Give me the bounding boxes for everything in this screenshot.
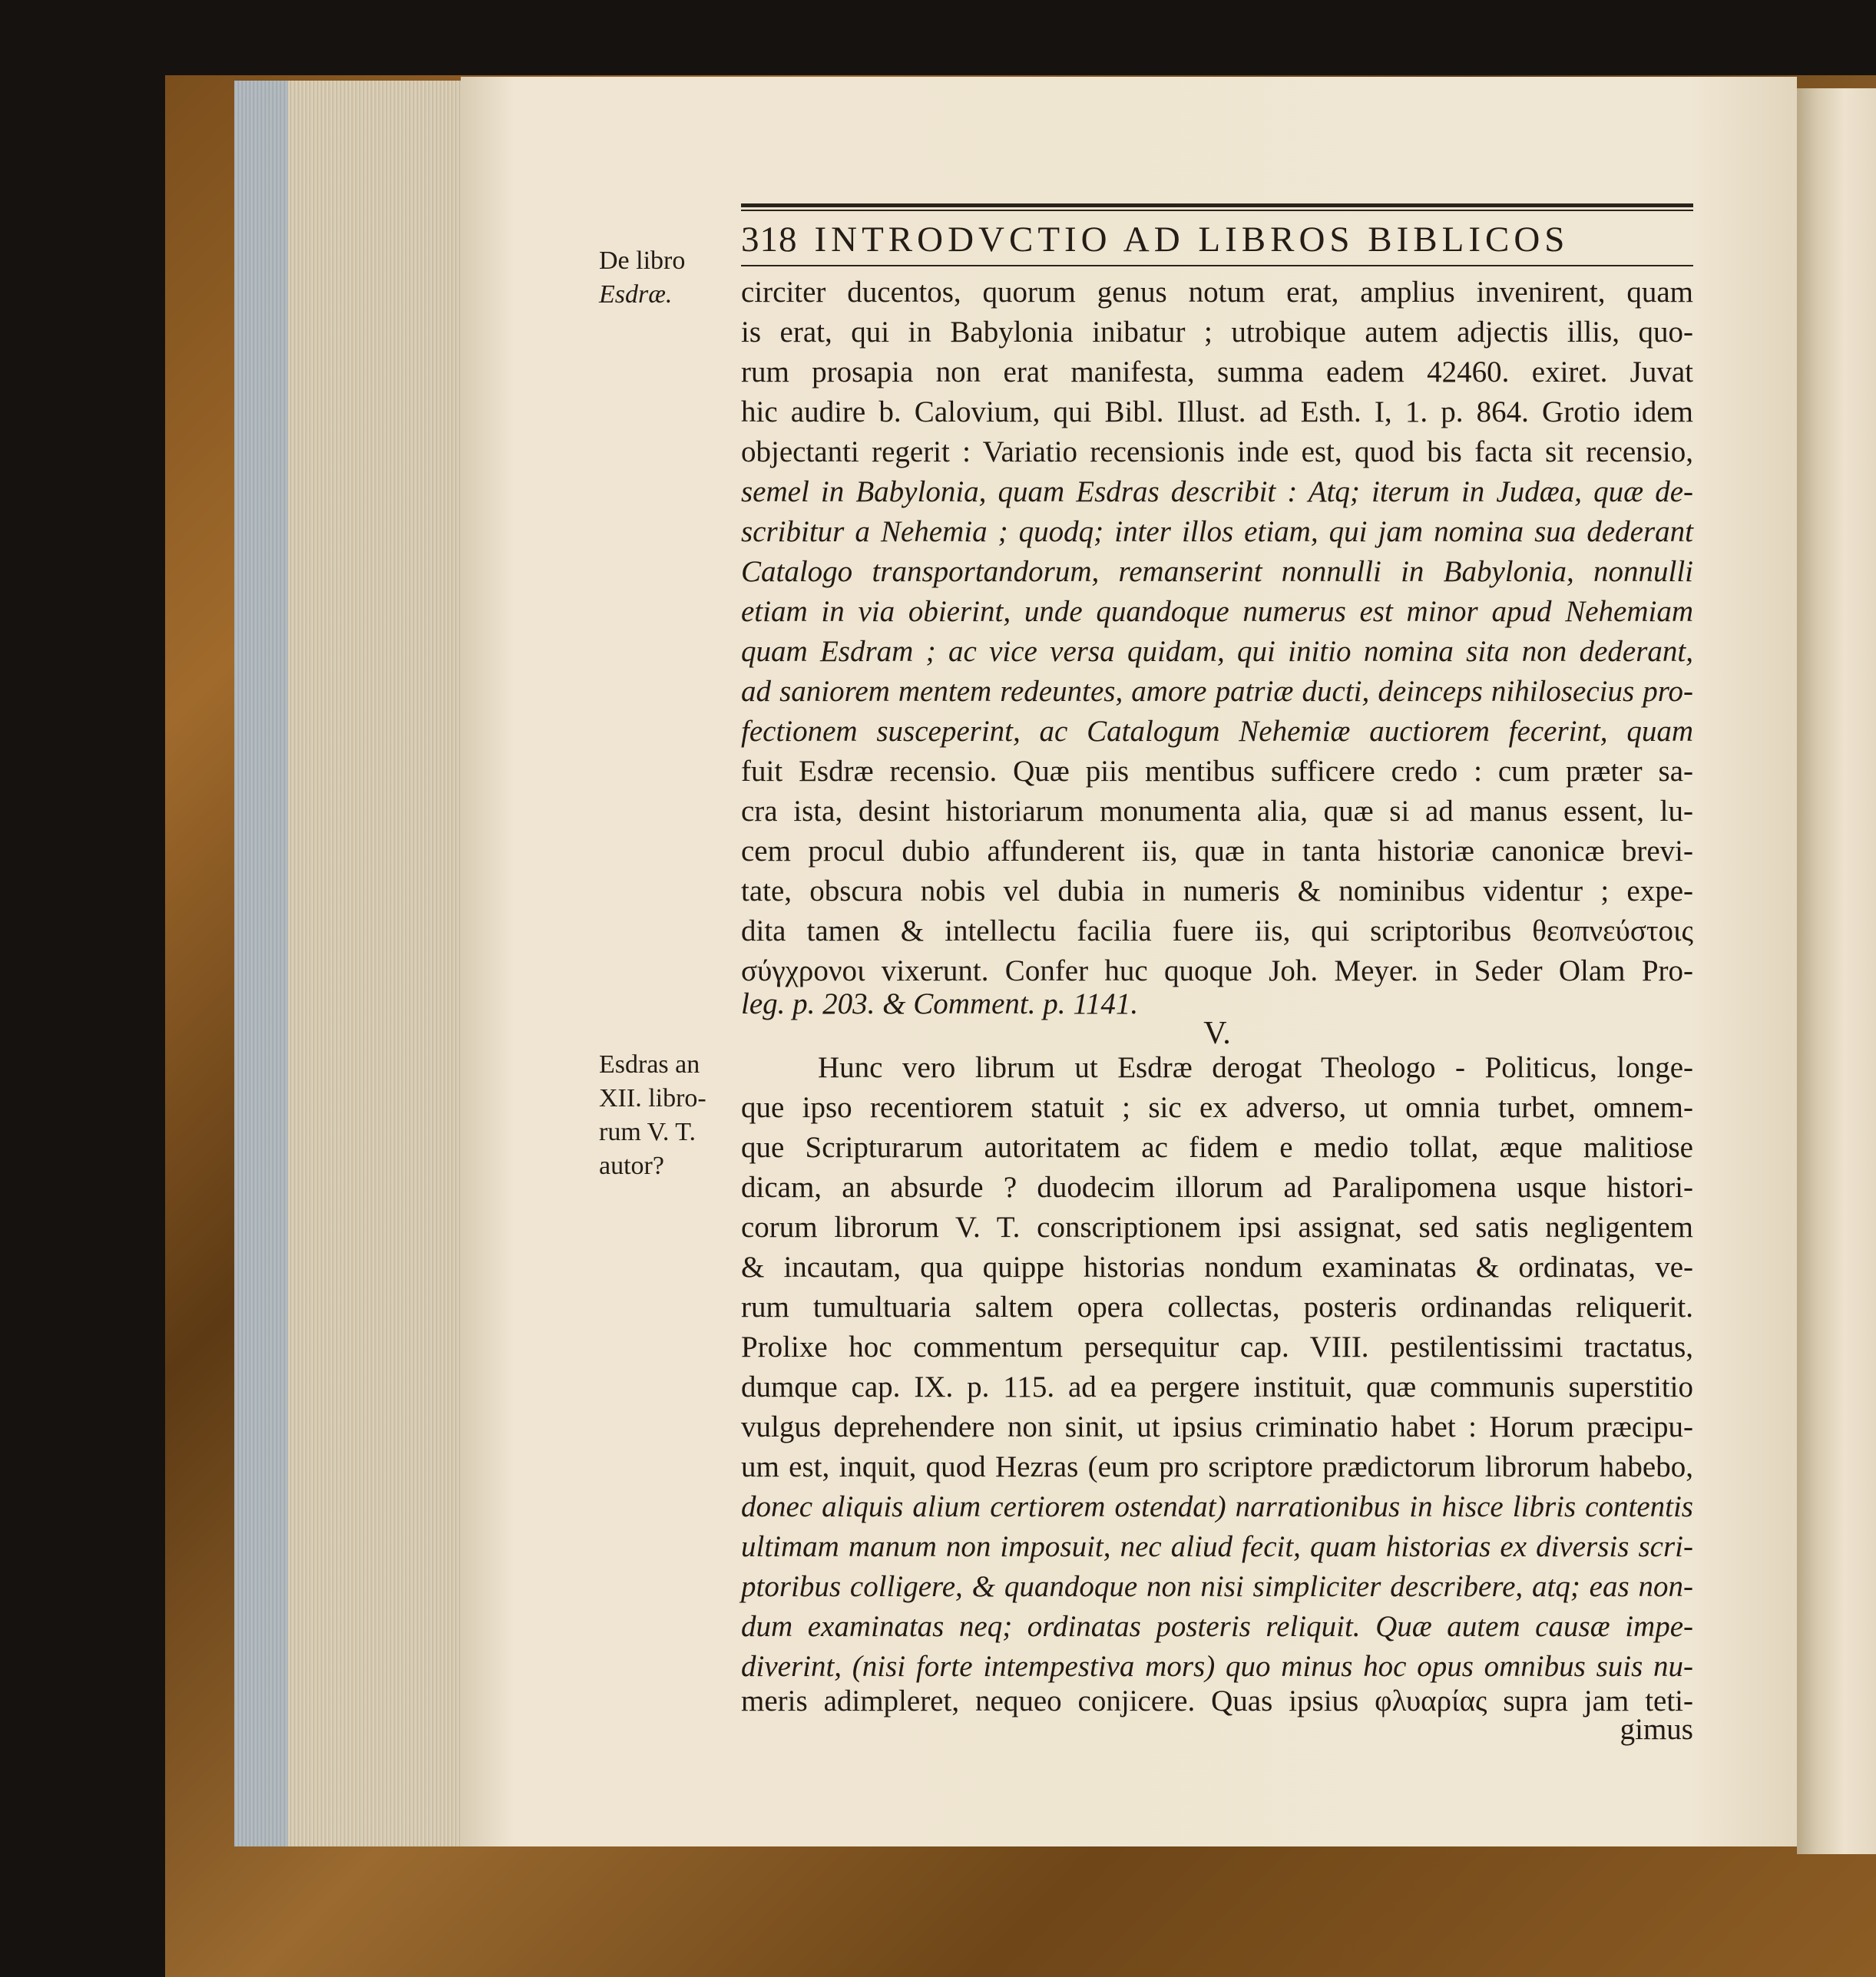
text-line: diverint, (nisi forte intempestiva mors) quo minus hoc opus omnibus suis nu- — [741, 1650, 1693, 1683]
text-line: que Scripturarum autoritatem ac fidem e medio tollat, æque malitiose — [741, 1131, 1693, 1164]
marginal-note-2 — [599, 1048, 706, 1183]
text-line: rum tumultuaria saltem opera collectas, posteris ordinandas reliquerit. — [741, 1291, 1693, 1324]
text-line: dita tamen & intellectu facilia fuere iis, qui scriptoribus θεοπνεύστοις — [741, 914, 1693, 947]
text-line: um est, inquit, quod Hezras (eum pro scriptore prædictorum librorum habebo, — [741, 1450, 1693, 1483]
page-number: 318 — [741, 220, 798, 260]
header-rule-thin — [741, 210, 1693, 211]
text-line: dumque cap. IX. p. 115. ad ea pergere instituit, quæ communis superstitio — [741, 1370, 1693, 1403]
text-line: ultimam manum non imposuit, nec aliud fecit, quam historias ex diversis scri- — [741, 1530, 1693, 1563]
text-line: corum librorum V. T. conscriptionem ipsi assignat, sed satis negligentem — [741, 1211, 1693, 1244]
text-line: fectionem susceperint, ac Catalogum Nehemiæ auctiorem fecerint, quam — [741, 715, 1693, 748]
text-line: leg. p. 203. & Comment. p. 1141. — [741, 987, 1139, 1020]
marginal-line: autor? — [599, 1152, 664, 1180]
sprinkled-edge — [234, 81, 288, 1846]
text-line: fuit Esdræ recensio. Quæ piis mentibus sufficere credo : cum præter sa- — [741, 755, 1693, 788]
text-line: Hunc vero librum ut Esdræ derogat Theologo - Politicus, longe- — [818, 1051, 1693, 1084]
text-line: scribitur a Nehemia ; quodq; inter illos etiam, qui jam nomina sua dederant — [741, 515, 1693, 548]
marginal-line: Esdras an — [599, 1050, 700, 1079]
facing-page-edge — [1797, 88, 1876, 1854]
running-title: INTRODVCTIO AD LIBROS BIBLICOS — [814, 220, 1570, 260]
text-line: ptoribus colligere, & quandoque non nisi simpliciter describere, atq; eas non- — [741, 1570, 1693, 1603]
marginal-line: De libro — [599, 246, 686, 275]
section-number: V. — [1203, 1016, 1231, 1051]
text-line: dum examinatas neq; ordinatas posteris reliquit. Quæ autem causæ impe- — [741, 1610, 1693, 1643]
header-rule-bottom — [741, 265, 1693, 266]
text-line: hic audire b. Calovium, qui Bibl. Illust. ad Esth. I, 1. p. 864. Grotio idem — [741, 395, 1693, 428]
text-line: donec aliquis alium certiorem ostendat) narrationibus in hisce libris contentis — [741, 1490, 1693, 1523]
text-line: & incautam, qua quippe historias nondum examinatas & ordinatas, ve- — [741, 1251, 1693, 1284]
marginal-line: rum V. T. — [599, 1118, 696, 1146]
marginal-line: XII. libro- — [599, 1084, 706, 1112]
text-line: que ipso recentiorem statuit ; sic ex adverso, ut omnia turbet, omnem- — [741, 1091, 1693, 1124]
text-line: σύγχρονοι vixerunt. Confer huc quoque Joh. Meyer. in Seder Olam Pro- — [741, 954, 1693, 987]
text-line: quam Esdram ; ac vice versa quidam, qui initio nomina sita non dederant, — [741, 635, 1693, 668]
running-head — [741, 217, 1693, 263]
text-line: dicam, an absurde ? duodecim illorum ad Paralipomena usque histori- — [741, 1171, 1693, 1204]
text-line: tate, obscura nobis vel dubia in numeris & nominibus videntur ; expe- — [741, 874, 1693, 908]
text-line: is erat, qui in Babylonia inibatur ; utrobique autem adjectis illis, quo- — [741, 316, 1693, 349]
marginal-line: Esdræ. — [599, 280, 673, 309]
header-rule — [741, 203, 1693, 207]
text-line: Catalogo transportandorum, remanserint nonnulli in Babylonia, nonnulli — [741, 555, 1693, 588]
marginal-note-1 — [599, 244, 685, 312]
text-line: ad saniorem mentem redeuntes, amore patriæ ducti, deinceps nihilosecius pro- — [741, 675, 1693, 708]
text-line: cra ista, desint historiarum monumenta alia, quæ si ad manus essent, lu- — [741, 795, 1693, 828]
text-line: vulgus deprehendere non sinit, ut ipsius criminatio habet : Horum præcipu- — [741, 1410, 1693, 1443]
text-line: cem procul dubio affunderent iis, quæ in tanta historiæ canonicæ brevi- — [741, 835, 1693, 868]
text-line: Prolixe hoc commentum persequitur cap. VIII. pestilentissimi tractatus, — [741, 1331, 1693, 1364]
text-line: circiter ducentos, quorum genus notum erat, amplius invenirent, quam — [741, 276, 1693, 309]
text-line: meris adimpleret, nequeo conjicere. Quas ipsius φλυαρίας supra jam teti- — [741, 1684, 1693, 1717]
text-line: rum prosapia non erat manifesta, summa eadem 42460. exiret. Juvat — [741, 355, 1693, 388]
catchword: gimus — [1620, 1713, 1693, 1746]
text-line: etiam in via obierint, unde quandoque numerus est minor apud Nehemiam — [741, 595, 1693, 628]
text-line: objectanti regerit : Variatio recensionis inde est, quod bis facta sit recensio, — [741, 435, 1693, 468]
text-line: semel in Babylonia, quam Esdras describit : Atq; iterum in Judæa, quæ de- — [741, 475, 1693, 508]
